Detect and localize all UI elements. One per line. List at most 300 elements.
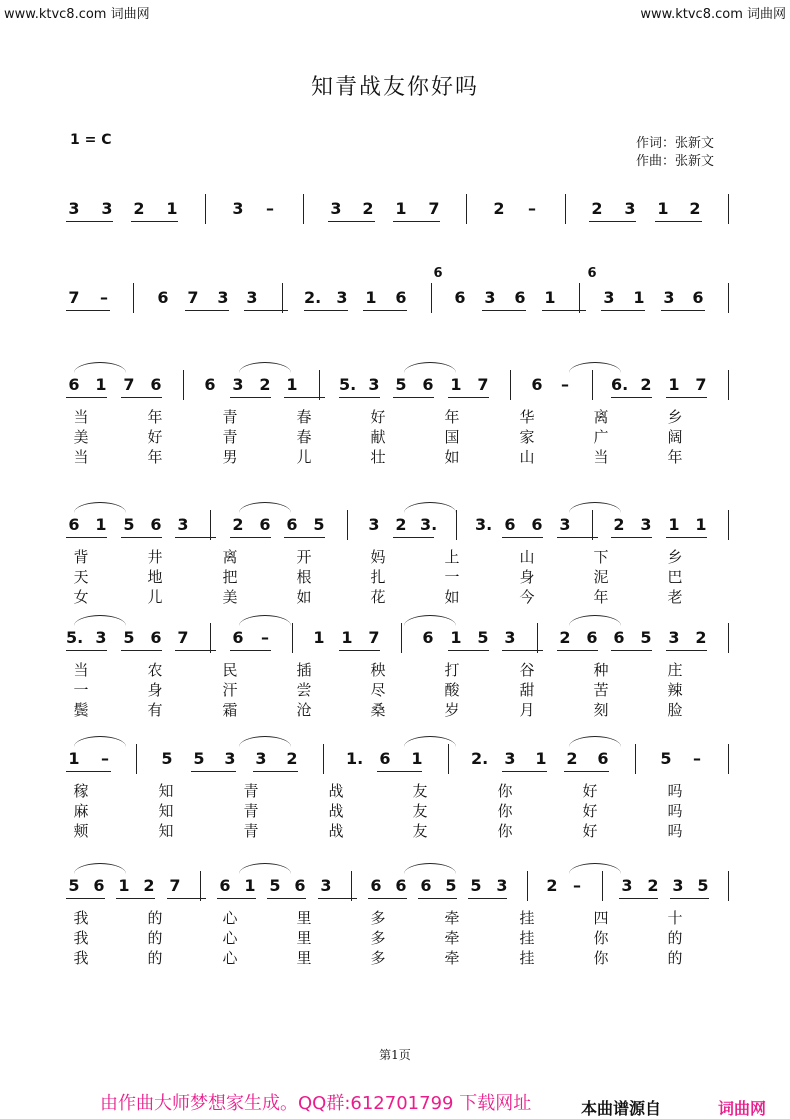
beam [377, 771, 422, 772]
lyric-char: 友 [412, 822, 428, 840]
lyric-char: 牵 [444, 949, 460, 967]
lyric-char: 好 [582, 822, 598, 840]
note: 2 [591, 199, 603, 218]
slur [74, 502, 126, 513]
beam [670, 898, 709, 899]
lyric-char: 霜 [222, 701, 238, 719]
note: 2 [566, 749, 578, 768]
note: 6 [232, 628, 244, 647]
note: 7 [169, 876, 181, 895]
barline [592, 510, 593, 540]
lyric-char: 身 [147, 681, 163, 699]
beam [304, 310, 348, 311]
barline [200, 871, 201, 901]
note: 2 [259, 375, 271, 394]
note: 1 [365, 288, 377, 307]
note: 7 [368, 628, 380, 647]
note: 6 [420, 876, 432, 895]
note: 6 [692, 288, 704, 307]
beam [393, 221, 440, 222]
lyric-char: 身 [519, 568, 535, 586]
note: 6 [150, 375, 162, 394]
lyric-char: 吗 [667, 782, 683, 800]
beam [589, 221, 636, 222]
note: 2 [493, 199, 505, 218]
beam [66, 650, 107, 651]
lyric-char: 知 [158, 782, 174, 800]
lyric-char: 你 [497, 782, 513, 800]
beam [468, 898, 507, 899]
note: 3 [484, 288, 496, 307]
note: 3 [232, 199, 244, 218]
note: – [266, 199, 274, 218]
beam [328, 221, 375, 222]
lyric-char: 月 [519, 701, 535, 719]
lyric-char: 献 [370, 428, 386, 446]
lyric-char: 牵 [444, 909, 460, 927]
note: 1 [341, 628, 353, 647]
lyric-char: 乡 [667, 548, 683, 566]
lyric-char: 当 [73, 661, 89, 679]
note: 1 [166, 199, 178, 218]
beam [284, 537, 325, 538]
note: 6 [395, 876, 407, 895]
note: 5 [193, 749, 205, 768]
note: 7 [695, 375, 707, 394]
note: 6 [370, 876, 382, 895]
note: 5 [395, 375, 407, 394]
beam [217, 898, 256, 899]
lyric-char: 挂 [519, 929, 535, 947]
note: – [528, 199, 536, 218]
lyric-char: 离 [593, 408, 609, 426]
slur [239, 615, 291, 626]
note: 2 [546, 876, 558, 895]
beam [666, 397, 707, 398]
credits [636, 135, 714, 171]
lyric-char: 一 [73, 681, 89, 699]
note: 6 [379, 749, 391, 768]
lyric-char: 打 [444, 661, 460, 679]
promo-text: 由作曲大师梦想家生成。QQ群:612701799 下载网址 [100, 1093, 532, 1114]
slur [569, 863, 621, 874]
note: 7 [428, 199, 440, 218]
lyric-char: 鬓 [73, 701, 89, 719]
note: 3 [624, 199, 636, 218]
note: 5 [697, 876, 709, 895]
barline [728, 871, 729, 901]
beam [448, 397, 489, 398]
beam [363, 310, 407, 311]
lyric-char: 种 [593, 661, 609, 679]
lyric-char: 老 [667, 588, 683, 606]
note: 3 [224, 749, 236, 768]
note: 6 [454, 288, 466, 307]
note: 6 [422, 375, 434, 394]
lyric-char: 青 [243, 822, 259, 840]
lyric-char: 苦 [593, 681, 609, 699]
lyric-char: 汗 [222, 681, 238, 699]
lyric-char: 青 [222, 408, 238, 426]
barline [527, 871, 528, 901]
note: 5 [123, 515, 135, 534]
lyric-char: 十 [667, 909, 683, 927]
lyric-char: 阔 [667, 428, 683, 446]
beam [230, 650, 271, 651]
note: 2. [471, 749, 489, 768]
lyric-char: 泥 [593, 568, 609, 586]
lyric-char: 颊 [73, 822, 89, 840]
note: 3 [559, 515, 571, 534]
note: 6 [586, 628, 598, 647]
beam [661, 310, 705, 311]
score-line [0, 194, 790, 294]
beam [448, 650, 489, 651]
note: 1 [695, 515, 707, 534]
barline [579, 283, 580, 313]
lyric-char: 辣 [667, 681, 683, 699]
barline [635, 744, 636, 774]
note: 2 [559, 628, 571, 647]
barline [323, 744, 324, 774]
site-header-left: www.ktvc8.com 词曲网 [4, 7, 150, 22]
barline [728, 510, 729, 540]
note: 1 [633, 288, 645, 307]
note: 1 [95, 375, 107, 394]
beam [185, 310, 229, 311]
lyric-char: 如 [296, 588, 312, 606]
barline [565, 194, 566, 224]
source-logo: 词曲网 [718, 1099, 767, 1118]
note: 3 [336, 288, 348, 307]
slur [404, 502, 456, 513]
lyric-char: 华 [519, 408, 535, 426]
lyric-char: 离 [222, 548, 238, 566]
note: 1 [411, 749, 423, 768]
lyric-char: 里 [296, 909, 312, 927]
note: 5 [477, 628, 489, 647]
lyric-char: 插 [296, 661, 312, 679]
beam [339, 650, 380, 651]
lyric-char: 里 [296, 949, 312, 967]
note: 5 [161, 749, 173, 768]
note: 1 [313, 628, 325, 647]
lyric-char: 脸 [667, 701, 683, 719]
lyric-char: 四 [593, 909, 609, 927]
lyric-char: 的 [147, 909, 163, 927]
beam [66, 771, 111, 772]
note: 6 [504, 515, 516, 534]
note: 6 [597, 749, 609, 768]
lyric-char: 家 [519, 428, 535, 446]
slur [569, 615, 621, 626]
lyric-char: 桑 [370, 701, 386, 719]
slur [404, 863, 456, 874]
barline [133, 283, 134, 313]
lyric-char: 我 [73, 929, 89, 947]
beam [611, 650, 652, 651]
note: 3. [475, 515, 493, 534]
lyric-char: 根 [296, 568, 312, 586]
key-signature: 1 = C [70, 132, 112, 148]
note: 5. [339, 375, 357, 394]
note: 1 [668, 515, 680, 534]
note: 6 [531, 375, 543, 394]
note: 6 [395, 288, 407, 307]
lyric-char: 年 [667, 448, 683, 466]
note: 3 [232, 375, 244, 394]
lyric-char: 友 [412, 802, 428, 820]
note: 3 [368, 515, 380, 534]
lyric-char: 广 [593, 428, 609, 446]
barline [448, 744, 449, 774]
lyric-char: 年 [444, 408, 460, 426]
score-line [0, 744, 790, 844]
beam [121, 537, 162, 538]
note: 6 [613, 628, 625, 647]
note: 3 [101, 199, 113, 218]
barline [282, 283, 283, 313]
lyric-char: 稼 [73, 782, 89, 800]
lyric-char: 秧 [370, 661, 386, 679]
lyric-char: 酸 [444, 681, 460, 699]
lyric-char: 甜 [519, 681, 535, 699]
lyric-char: 战 [328, 822, 344, 840]
slur [404, 736, 456, 747]
lyric-char: 下 [593, 548, 609, 566]
barline [510, 370, 511, 400]
note: 3 [246, 288, 258, 307]
slur [74, 736, 126, 747]
note: 3 [68, 199, 80, 218]
barline [401, 623, 402, 653]
barline [728, 744, 729, 774]
lyric-char: 上 [444, 548, 460, 566]
note: 3 [95, 628, 107, 647]
lyric-char: 的 [147, 949, 163, 967]
chord-mark: 6 [587, 266, 597, 281]
note: 3 [603, 288, 615, 307]
lyric-char: 当 [73, 448, 89, 466]
barline [537, 623, 538, 653]
lyric-char: 天 [73, 568, 89, 586]
beam [66, 397, 107, 398]
lyric-char: 春 [296, 428, 312, 446]
note: 6 [422, 628, 434, 647]
promo-banner [0, 1084, 790, 1119]
barline [210, 623, 211, 653]
note: 7 [187, 288, 199, 307]
lyric-char: 如 [444, 588, 460, 606]
beam [121, 650, 162, 651]
note: 3 [621, 876, 633, 895]
note: 6 [93, 876, 105, 895]
note: 6 [219, 876, 231, 895]
note: 1 [118, 876, 130, 895]
note: 1 [95, 515, 107, 534]
note: 6 [150, 628, 162, 647]
note: 5 [313, 515, 325, 534]
lyric-char: 国 [444, 428, 460, 446]
beam [191, 771, 236, 772]
lyric-char: 谷 [519, 661, 535, 679]
lyric-char: 妈 [370, 548, 386, 566]
beam [564, 771, 609, 772]
lyric-char: 如 [444, 448, 460, 466]
note: – [573, 876, 581, 895]
lyric-char: 我 [73, 949, 89, 967]
beam [66, 221, 113, 222]
chord-mark: 6 [433, 266, 443, 281]
note: 6 [286, 515, 298, 534]
barline [183, 370, 184, 400]
site-header-right: www.ktvc8.com 词曲网 [640, 7, 786, 22]
beam [601, 310, 645, 311]
lyric-char: 青 [243, 782, 259, 800]
beam [655, 221, 702, 222]
note: 1 [668, 375, 680, 394]
note: 3 [368, 375, 380, 394]
note: 3 [663, 288, 675, 307]
lyric-char: 背 [73, 548, 89, 566]
barline [466, 194, 467, 224]
lyric-char: 沧 [296, 701, 312, 719]
barline [728, 623, 729, 653]
barline [728, 194, 729, 224]
barline [602, 871, 603, 901]
beam [368, 898, 407, 899]
lyric-char: 我 [73, 909, 89, 927]
note: 3 [640, 515, 652, 534]
beam [66, 898, 105, 899]
note: 3. [420, 515, 438, 534]
lyric-char: 青 [243, 802, 259, 820]
lyric-char: 你 [497, 822, 513, 840]
song-title: 知青战友你好吗 [310, 75, 479, 100]
note: 5 [269, 876, 281, 895]
lyric-char: 的 [667, 949, 683, 967]
lyric-char: 吗 [667, 822, 683, 840]
composer-credit: 作曲：张新文 [636, 154, 715, 169]
note: 3 [255, 749, 267, 768]
note: 1 [68, 749, 80, 768]
note: 2 [232, 515, 244, 534]
lyric-char: 心 [222, 909, 238, 927]
lyric-char: 好 [147, 428, 163, 446]
lyric-char: 扎 [370, 568, 386, 586]
beam [230, 537, 271, 538]
lyric-char: 美 [73, 428, 89, 446]
note: 6 [68, 375, 80, 394]
slur [239, 863, 291, 874]
note: 3 [217, 288, 229, 307]
lyric-char: 你 [497, 802, 513, 820]
lyric-char: 心 [222, 929, 238, 947]
lyric-char: 年 [147, 408, 163, 426]
lyric-char: 你 [593, 929, 609, 947]
note: 3 [504, 628, 516, 647]
lyric-char: 儿 [296, 448, 312, 466]
note: 1 [286, 375, 298, 394]
lyric-char: 地 [147, 568, 163, 586]
lyric-char: 女 [73, 588, 89, 606]
note: 7 [68, 288, 80, 307]
beam [393, 397, 434, 398]
note: 2 [613, 515, 625, 534]
note: 3 [672, 876, 684, 895]
note: – [100, 288, 108, 307]
lyric-char: 好 [582, 782, 598, 800]
lyric-char: 儿 [147, 588, 163, 606]
lyric-char: 好 [582, 802, 598, 820]
page-number: 第1页 [379, 1048, 411, 1062]
lyric-char: 有 [147, 701, 163, 719]
note: – [261, 628, 269, 647]
lyric-char: 里 [296, 929, 312, 947]
note: 5 [445, 876, 457, 895]
lyric-char: 你 [593, 949, 609, 967]
beam [393, 537, 434, 538]
lyric-char: 春 [296, 408, 312, 426]
lyric-char: 乡 [667, 408, 683, 426]
beam [611, 397, 652, 398]
score-line [0, 871, 790, 971]
beam [666, 650, 707, 651]
note: 5 [123, 628, 135, 647]
lyric-char: 多 [370, 909, 386, 927]
lyric-char: 的 [667, 929, 683, 947]
lyric-char: 尝 [296, 681, 312, 699]
lyric-char: 年 [147, 448, 163, 466]
lyric-char: 美 [222, 588, 238, 606]
beam [267, 898, 306, 899]
lyric-char: 年 [593, 588, 609, 606]
barline [136, 744, 137, 774]
note: 1. [346, 749, 364, 768]
beam [418, 898, 457, 899]
lyric-char: 把 [222, 568, 238, 586]
note: 6. [611, 375, 629, 394]
lyric-char: 心 [222, 949, 238, 967]
note: 1 [395, 199, 407, 218]
slur [239, 736, 291, 747]
slur [404, 615, 456, 626]
lyric-char: 麻 [73, 802, 89, 820]
beam [666, 537, 707, 538]
lyric-char: 当 [593, 448, 609, 466]
note: 2 [362, 199, 374, 218]
beam [131, 221, 178, 222]
note: 2 [395, 515, 407, 534]
note: 2 [286, 749, 298, 768]
note: 5 [640, 628, 652, 647]
lyric-char: 开 [296, 548, 312, 566]
note: 7 [177, 628, 189, 647]
lyric-char: 尽 [370, 681, 386, 699]
lyric-char: 山 [519, 448, 535, 466]
lyric-char: 男 [222, 448, 238, 466]
slur [569, 736, 621, 747]
note: – [101, 749, 109, 768]
note: 1 [657, 199, 669, 218]
slur [74, 615, 126, 626]
score-line [0, 370, 790, 470]
beam [502, 771, 547, 772]
note: 2 [133, 199, 145, 218]
note: 1 [244, 876, 256, 895]
note: 3 [330, 199, 342, 218]
lyric-char: 今 [519, 588, 535, 606]
